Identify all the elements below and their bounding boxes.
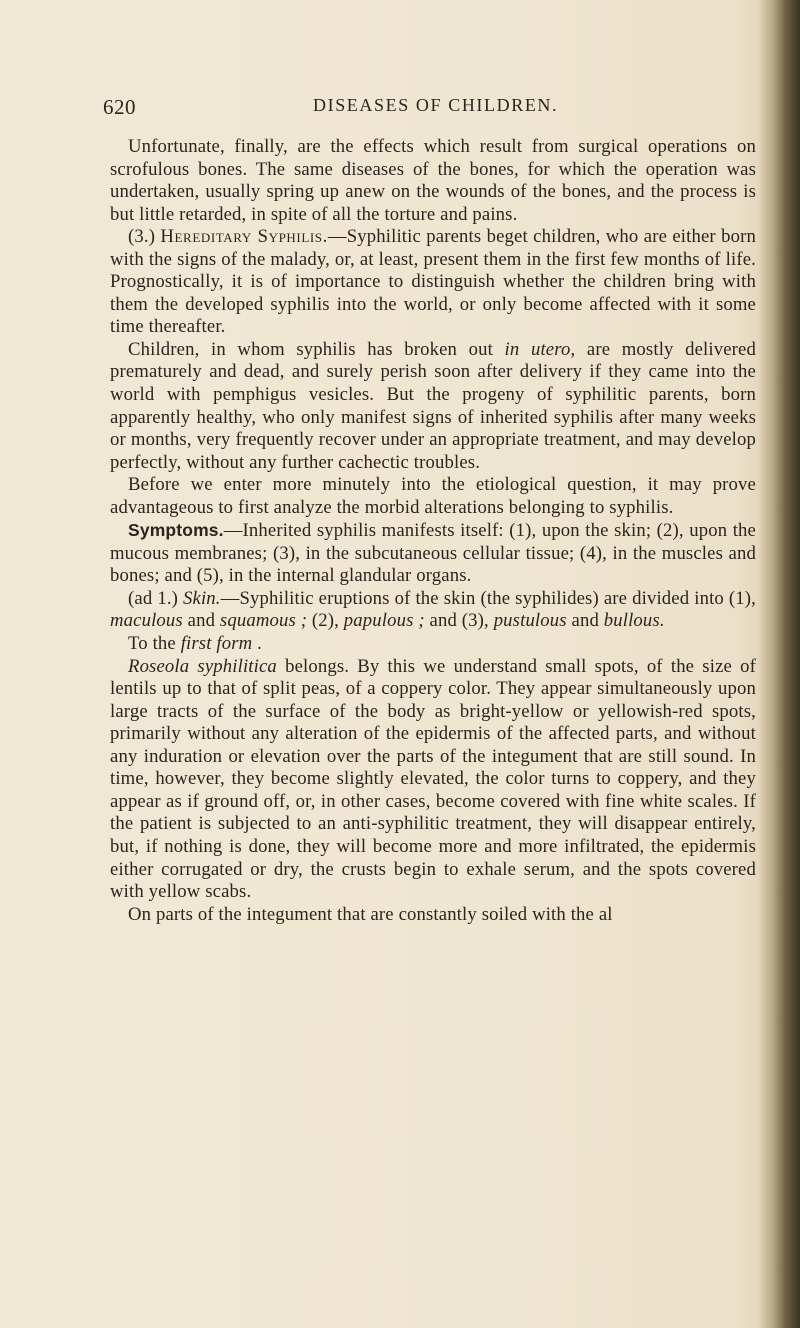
paragraph: Roseola syphilitica belongs. By this we understand small spots, of the size of lentils up to that of split peas, of a coppery color. They appear simultaneously upon large tracts of the surface of the body as bright-yellow or yellowish-red spots, primarily without any alteration of the epidermis of the affected parts, and without any induration or elevation over the parts of the integument that are still sound. In time, however, they become slightly elevated, the color turns to coppery, and they appear as if ground off, or, in other cases, become covered with fine white scales. If the patient is subjected to an anti-syphilitic treatment, they will disappear entirely, but, if nothing is done, they will become more and more infiltrated, the epidermis either corrugated or dry, the crusts begin to exhale serum, and the spots covered with yellow scabs.	[110, 655, 756, 903]
paragraph: Before we enter more minutely into the etiological question, it may prove advantageous to first analyze the morbid alterations belonging to syphilis.	[110, 474, 756, 518]
paragraph: (3.) Hereditary Syphilis.—Syphilitic parents beget children, who are either born with the signs of the malady, or, at least, present them in the first few months of life. Prognostically, it is of importance to distinguish whether the children bring with them the developed syphilis into the world, or only become affected with it some time thereafter.	[110, 226, 756, 338]
section-heading: Symptoms.	[128, 520, 224, 541]
section-heading: Hereditary Syphilis.	[160, 226, 328, 248]
body-text	[110, 136, 756, 926]
paragraph: (ad 1.) Skin.—Syphilitic eruptions of the skin (the syphilides) are divided into (1), maculous and squamous ; (2), papulous ; and (3), pustulous and bullous.	[110, 587, 756, 632]
page-number: 620	[103, 95, 136, 119]
paragraph: To the first form .	[128, 633, 262, 655]
paragraph: Symptoms.—Inherited syphilis manifests itself: (1), upon the skin; (2), upon the mucous membranes; (3), in the subcutaneous cellular tissue; (4), in the muscles and bones; and (5), in the internal glandular organs.	[110, 520, 756, 587]
paragraph: Children, in whom syphilis has broken out in utero, are mostly delivered prematurely and dead, and surely perish soon after delivery if they came into the world with pemphigus vesicles. But the progeny of syphilitic parents, born apparently healthy, who only manifest signs of inherited syphilis after many weeks or months, very frequently recover under an appropriate treatment, and may develop perfectly, without any further cachectic troubles.	[110, 338, 756, 473]
paragraph: Unfortunate, finally, are the effects which result from surgical operations on scrofulous bones. The same diseases of the bones, for which the operation was undertaken, usually spring up anew on the wounds of the bones, and the process is but little retarded, in spite of all the torture and pains.	[110, 136, 756, 225]
page-header	[103, 95, 757, 123]
page-edge-shadow	[758, 0, 800, 1328]
running-head: DISEASES OF CHILDREN.	[313, 95, 559, 115]
paragraph: On parts of the integument that are constantly soiled with the al	[128, 903, 613, 925]
